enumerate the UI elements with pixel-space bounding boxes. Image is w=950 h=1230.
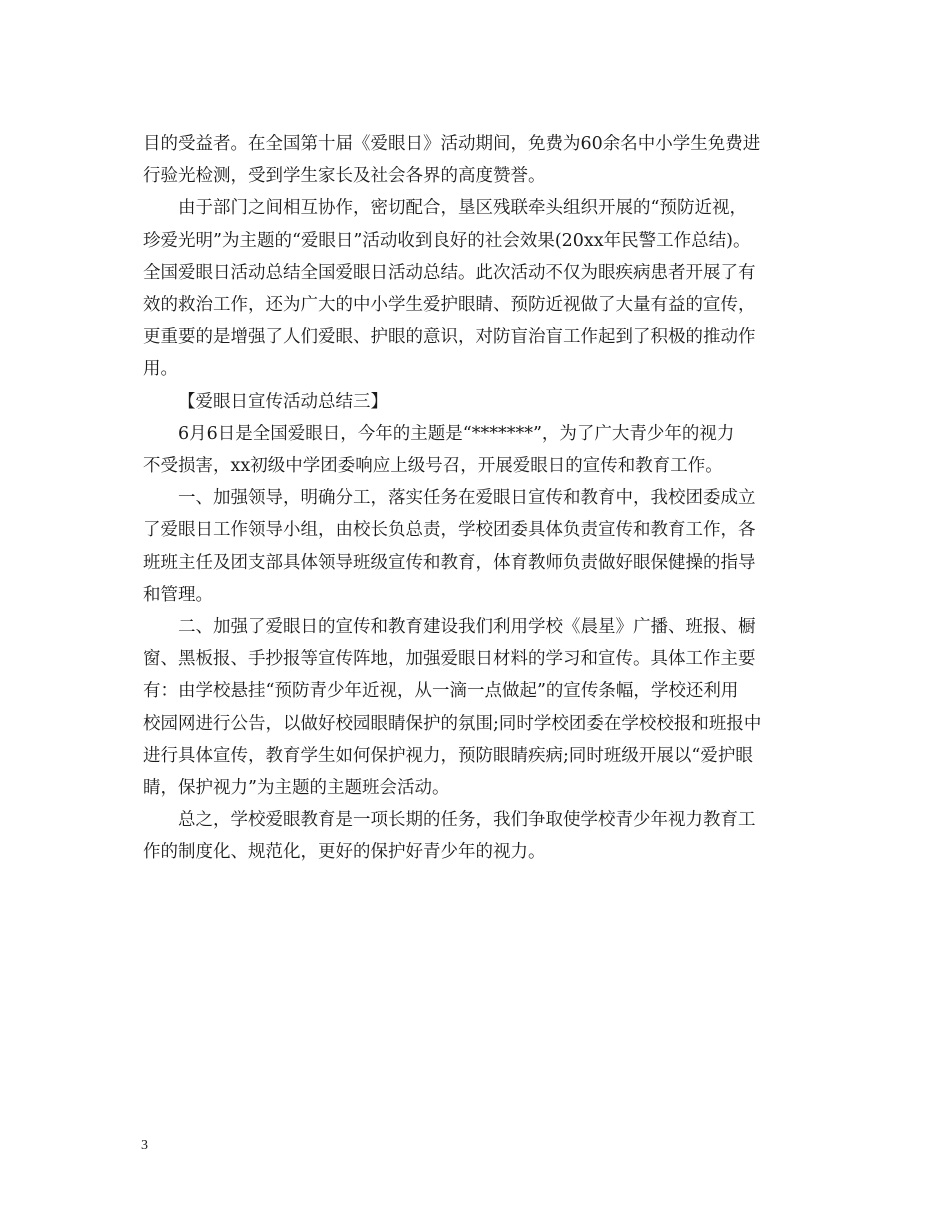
text-line: 睛，保护视力”为主题的主题班会活动。 xyxy=(143,778,450,799)
text-line: 目的受益者。在全国第十届《爱眼日》活动期间，免费为60余名中小学生免费进 xyxy=(143,134,761,154)
text-line: 二、加强了爱眼日的宣传和教育建设我们利用学校《晨星》广播、班报、橱 xyxy=(178,617,756,638)
text-line: 由于部门之间相互协作，密切配合，垦区残联牵头组织开展的“预防近视， xyxy=(178,198,747,219)
text-line: 6月6日是全国爱眼日，今年的主题是“*******”，为了广大青少年的视力 xyxy=(178,423,735,444)
text-line: 进行具体宣传，教育学生如何保护视力，预防眼睛疾病;同时班级开展以“爱护眼 xyxy=(143,745,753,766)
text-line: 珍爱光明”为主题的“爱眼日”活动收到良好的社会效果(20xx年民警工作总结)。 xyxy=(143,230,751,251)
text-line: 有：由学校悬挂“预防青少年近视，从一滴一点做起”的宣传条幅，学校还利用 xyxy=(143,681,739,702)
text-line: 更重要的是增强了人们爱眼、护眼的意识，对防盲治盲工作起到了积极的推动作 xyxy=(143,327,756,348)
document-body xyxy=(143,128,813,869)
text-line: 校园网进行公告，以做好校园眼睛保护的氛围;同时学校团委在学校校报和班报中 xyxy=(143,713,762,734)
section-heading: 【爱眼日宣传活动总结三】 xyxy=(178,391,388,412)
text-line: 总之，学校爱眼教育是一项长期的任务，我们争取使学校青少年视力教育工 xyxy=(178,810,756,831)
text-line: 和管理。 xyxy=(143,584,213,605)
text-line: 全国爱眼日活动总结全国爱眼日活动总结。此次活动不仅为眼疾病患者开展了有 xyxy=(143,262,756,283)
page-number: 3 xyxy=(141,1138,148,1153)
text-line: 效的救治工作，还为广大的中小学生爱护眼睛、预防近视做了大量有益的宣传， xyxy=(143,295,756,316)
text-line: 一、加强领导，明确分工，落实任务在爱眼日宣传和教育中，我校团委成立 xyxy=(178,488,756,509)
text-line: 行验光检测，受到学生家长及社会各界的高度赞誉。 xyxy=(143,166,546,187)
text-line: 不受损害，xx初级中学团委响应上级号召，开展爱眼日的宣传和教育工作。 xyxy=(143,456,723,477)
text-line: 了爱眼日工作领导小组，由校长负总责，学校团委具体负责宣传和教育工作，各 xyxy=(143,520,756,541)
text-line: 作的制度化、规范化，更好的保护好青少年的视力。 xyxy=(143,842,546,863)
text-line: 班班主任及团支部具体领导班级宣传和教育，体育教师负责做好眼保健操的指导 xyxy=(143,552,756,573)
text-line: 用。 xyxy=(143,359,178,380)
text-line: 窗、黑板报、手抄报等宣传阵地，加强爱眼日材料的学习和宣传。具体工作主要 xyxy=(143,649,756,670)
